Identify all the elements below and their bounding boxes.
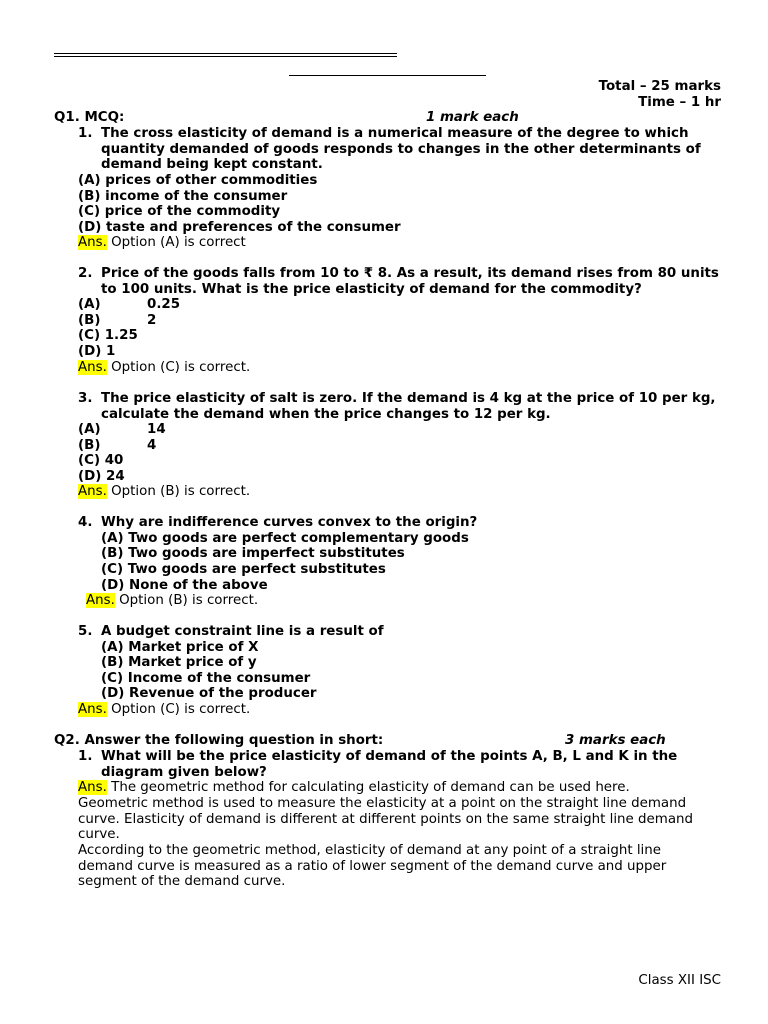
q1-label: Q1. MCQ: xyxy=(54,110,125,125)
q1-4-option-d: (D) None of the above xyxy=(101,578,268,593)
q1-4-answer xyxy=(86,593,258,609)
q1-3-answer xyxy=(78,484,250,500)
subheader-rule xyxy=(289,75,486,76)
answer-label: Ans. xyxy=(78,780,107,795)
q2-1-paragraph-1: Geometric method is used to measure the elasticity at a point on the straight line demand curve. Elasticity of demand is different at different points on the same straight line demand curve. xyxy=(78,796,694,842)
q1-4-option-a: (A) Two goods are perfect complementary goods xyxy=(101,531,469,546)
q1-1-text: The cross elasticity of demand is a numerical measure of the degree to which quantity demanded of goods responds to changes in the other determinants of demand being kept constant. xyxy=(101,126,701,172)
q1-3-option-a-label: (A) xyxy=(78,422,101,437)
q1-1-option-c: (C) price of the commodity xyxy=(78,204,281,219)
q1-1-option-a: (A) prices of other commodities xyxy=(78,173,318,188)
q1-3-option-c: (C) 40 xyxy=(78,453,124,468)
q1-1-number: 1. xyxy=(78,126,93,141)
answer-label: Ans. xyxy=(78,702,107,717)
answer-text: Option (B) is correct. xyxy=(106,484,251,499)
q1-marks: 1 mark each xyxy=(426,110,519,125)
q1-3-option-b-value: 4 xyxy=(147,438,157,453)
q1-2-answer xyxy=(78,360,250,376)
q1-2-option-a-label: (A) xyxy=(78,297,101,312)
q1-5-option-b: (B) Market price of y xyxy=(101,655,257,670)
answer-text: Option (C) is correct. xyxy=(106,360,251,375)
q1-4-option-c: (C) Two goods are perfect substitutes xyxy=(101,562,386,577)
q1-2-option-a-value: 0.25 xyxy=(147,297,181,312)
q1-3-option-b-label: (B) xyxy=(78,438,101,453)
total-marks: Total – 25 marks xyxy=(598,79,721,94)
header-rule-top xyxy=(54,53,397,54)
header-rule-bottom xyxy=(54,56,397,57)
q1-3-number: 3. xyxy=(78,391,93,406)
q2-1-number: 1. xyxy=(78,749,93,764)
answer-label: Ans. xyxy=(78,360,107,375)
q1-3-text: The price elasticity of salt is zero. If the demand is 4 kg at the price of 10 per kg, calculate the demand when the price changes to 12 per kg. xyxy=(101,391,716,422)
q1-5-option-c: (C) Income of the consumer xyxy=(101,671,311,686)
q1-5-number: 5. xyxy=(78,624,93,639)
q1-4-text: Why are indifference curves convex to the origin? xyxy=(101,515,478,530)
q1-5-answer xyxy=(78,702,250,718)
q2-label: Q2. Answer the following question in short: xyxy=(54,733,384,748)
answer-text: Option (B) is correct. xyxy=(114,593,259,608)
q1-2-number: 2. xyxy=(78,266,93,281)
q1-2-option-b-value: 2 xyxy=(147,313,157,328)
answer-label: Ans. xyxy=(86,593,115,608)
q1-2-option-d: (D) 1 xyxy=(78,344,116,359)
answer-text: Option (C) is correct. xyxy=(106,702,251,717)
q1-1-option-b: (B) income of the consumer xyxy=(78,189,288,204)
q1-3-option-a-value: 14 xyxy=(147,422,166,437)
q2-1-paragraph-2: According to the geometric method, elasticity of demand at any point of a straight line demand curve is measured as a ratio of lower segment of the demand curve and upper segment of the demand curve. xyxy=(78,843,667,889)
q1-1-option-d: (D) taste and preferences of the consumer xyxy=(78,220,401,235)
answer-label: Ans. xyxy=(78,484,107,499)
answer-text: Option (A) is correct xyxy=(106,235,246,250)
q2-1-text: What will be the price elasticity of demand of the points A, B, L and K in the diagram given below? xyxy=(101,749,678,780)
q1-5-option-a: (A) Market price of X xyxy=(101,640,259,655)
answer-label: Ans. xyxy=(78,235,107,250)
q1-4-number: 4. xyxy=(78,515,93,530)
q1-5-option-d: (D) Revenue of the producer xyxy=(101,686,317,701)
time-limit: Time – 1 hr xyxy=(638,95,721,110)
q2-marks: 3 marks each xyxy=(565,733,666,748)
q1-2-option-c: (C) 1.25 xyxy=(78,328,138,343)
q1-1-answer xyxy=(78,235,246,251)
answer-text: The geometric method for calculating elasticity of demand can be used here. xyxy=(106,780,630,795)
footer-class-label: Class XII ISC xyxy=(638,973,721,988)
q1-4-option-b: (B) Two goods are imperfect substitutes xyxy=(101,546,405,561)
q1-2-text: Price of the goods falls from 10 to ₹ 8. As a result, its demand rises from 80 units to 100 units. What is the price elasticity of demand for the commodity? xyxy=(101,266,719,297)
q2-1-answer xyxy=(78,780,630,796)
q1-2-option-b-label: (B) xyxy=(78,313,101,328)
q1-5-text: A budget constraint line is a result of xyxy=(101,624,384,639)
q1-3-option-d: (D) 24 xyxy=(78,469,125,484)
